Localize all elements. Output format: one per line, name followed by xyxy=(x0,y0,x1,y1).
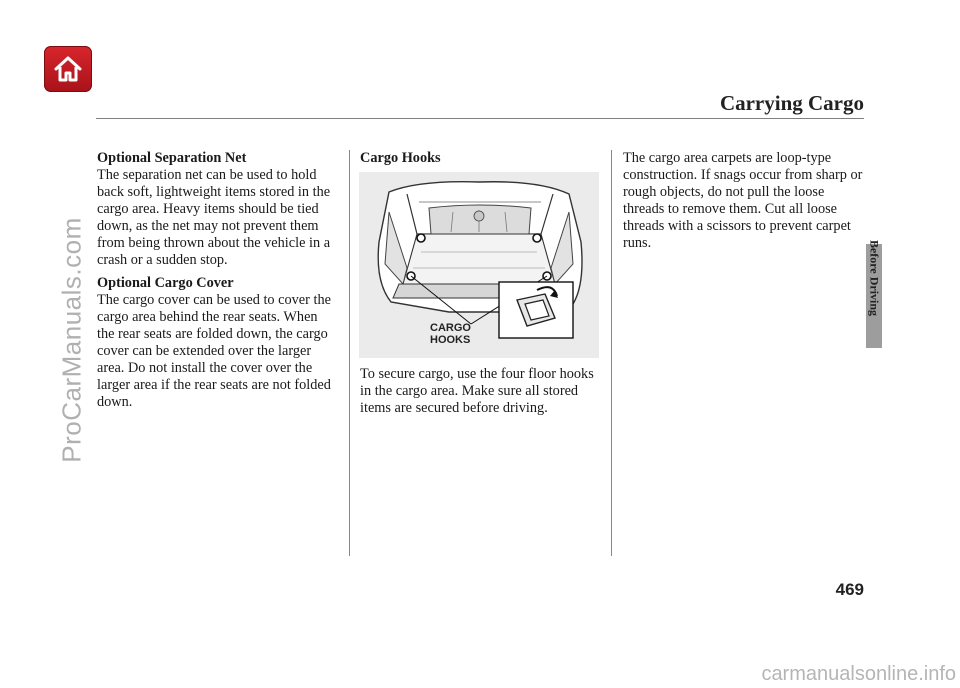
section-body: To secure cargo, use the four floor hooks in the cargo area. Make sure all stored items are secured before driving. xyxy=(360,366,594,416)
page-title: Carrying Cargo xyxy=(719,91,864,115)
home-button[interactable] xyxy=(44,46,92,92)
column-divider xyxy=(349,150,350,556)
watermark-left: ProCarManuals.com xyxy=(56,217,87,463)
cargo-cover-section xyxy=(97,275,333,411)
section-body: The cargo cover can be used to cover the cargo area behind the rear seats. When the rear seats are folded down, the cargo cover can be extended over the larger area. Do not install the cover over the larger area if the rear seats are not folded down. xyxy=(97,292,331,410)
section-heading: Cargo Hooks xyxy=(360,150,441,166)
column-left xyxy=(97,150,333,417)
watermark-bottom: carmanualsonline.info xyxy=(761,663,956,685)
section-heading: Optional Separation Net xyxy=(97,150,247,166)
column-right xyxy=(623,150,863,258)
section-body: The separation net can be used to hold back soft, lightweight items stored in the cargo area. Heavy items should be tied down, as the net may not prevent them from being thrown about the vehicle in a crash or a sudden stop. xyxy=(97,167,331,268)
figure-label: CARGO HOOKS xyxy=(430,322,471,346)
cargo-area-illustration xyxy=(359,172,599,358)
section-heading: Optional Cargo Cover xyxy=(97,275,234,291)
cargo-hooks-body xyxy=(360,366,600,423)
page-number: 469 xyxy=(835,580,864,599)
house-icon xyxy=(53,54,83,84)
cargo-hooks-section xyxy=(360,150,600,167)
column-middle xyxy=(360,150,600,173)
carpet-care-section: The cargo area carpets are loop-type construction. If snags occur from sharp or rough objects, do not pull the loose threads to remove them. Cut all loose threads with a scissors to prevent carpet runs. xyxy=(623,150,863,251)
section-tab-label: Before Driving xyxy=(867,239,882,317)
title-divider xyxy=(96,118,864,119)
separation-net-section xyxy=(97,150,333,269)
column-divider xyxy=(611,150,612,556)
